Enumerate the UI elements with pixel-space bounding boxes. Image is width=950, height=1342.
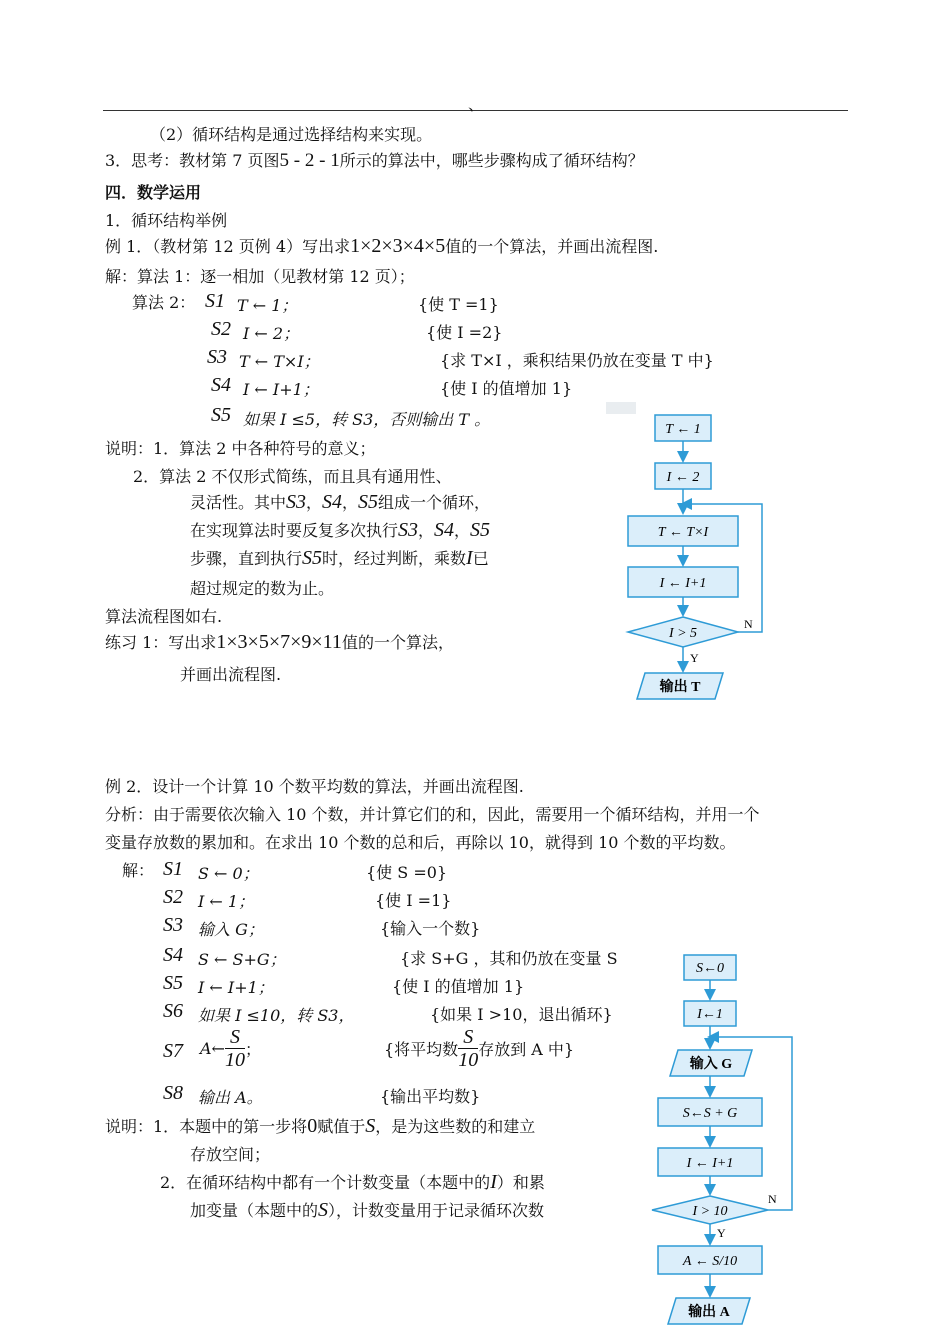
scan-mark: [606, 402, 636, 414]
text: 值的一个算法，: [341, 633, 454, 652]
text: 灵活性。其中: [190, 493, 287, 512]
text: 加变量（本题中的: [190, 1201, 319, 1220]
alg2-step-code: S ← 0；: [198, 864, 259, 883]
alg2-step-comment: {使 I 的值增加 1}: [392, 977, 525, 996]
flow2-box-1-text: S←0: [696, 961, 724, 976]
alg2-step-comment: {使 S =0}: [366, 863, 448, 882]
figure-ref: 5 - 2 - 1: [279, 150, 340, 171]
subsection-heading: 1．循环结构举例: [105, 211, 228, 230]
fraction: [225, 1026, 245, 1071]
alg2-label: 算法 2：: [132, 293, 196, 312]
math-expr: 1×3×5×7×9×11: [216, 631, 342, 653]
math-s3: S3: [286, 491, 307, 513]
flowchart-1: [600, 400, 800, 710]
text: ），计数变量用于记录循环次数: [328, 1201, 545, 1220]
fraction-numerator: S: [458, 1026, 478, 1049]
alg2-step-label: S6: [163, 1000, 183, 1022]
flow2-input-text: 输入 G: [689, 1057, 733, 1072]
math-expr: 1×2×3×4×5: [350, 235, 446, 257]
alg1-step-code: T ← T×I；: [239, 352, 320, 371]
practice-1-cont: 并画出流程图.: [180, 665, 282, 684]
text: 值的一个算法，并画出流程图.: [445, 237, 659, 256]
alg2-step-code: I ← I+1；: [198, 978, 274, 997]
math-s: S: [365, 1115, 376, 1137]
note-2b: 灵活性。其中S3，S4，S5组成一个循环，: [190, 491, 491, 513]
alg1-step-comment: {使 I =2}: [426, 323, 503, 342]
math-i: I: [466, 547, 473, 569]
flow1-box-4-text: I ← I+1: [659, 576, 707, 591]
solution-1: 解：算法 1：逐一相加（见教材第 12 页）；: [105, 267, 415, 286]
text: 时，经过判断，乘数: [322, 549, 467, 568]
para-think: [105, 148, 644, 172]
analysis-line-1: 分析：由于需要依次输入 10 个数，并计算它们的和，因此，需要用一个循环结构，并用一个: [105, 805, 760, 824]
alg2-step-comment: {使 I =1}: [375, 891, 452, 910]
note-2e: 超过规定的数为止。: [190, 579, 335, 598]
section-heading: 四．数学运用: [105, 183, 202, 202]
flow1-box-2-text: I ← 2: [666, 470, 700, 485]
alg1-step-code: I ← I+1；: [243, 380, 319, 399]
alg1-step-comment: {求 T×I ，乘积结果仍放在变量 T 中}: [440, 351, 714, 370]
alg2-step-label: S3: [163, 914, 183, 936]
note-2a: 2．算法 2 不仅形式简练，而且具有通用性、: [133, 467, 452, 486]
alg2-step-code: I ← 1；: [198, 892, 255, 911]
note2-2: [160, 1170, 545, 1194]
note2-1: [105, 1114, 535, 1138]
fraction-denominator: 10: [458, 1049, 479, 1071]
flow2-box-4-text: I ← I+1: [686, 1156, 734, 1171]
text: 已: [472, 549, 489, 568]
alg2-step-comment: {输出平均数}: [380, 1087, 481, 1106]
alg2-step-code: [200, 1026, 261, 1071]
note-2c: 在实现算法时要反复多次执行S3，S4，S5: [190, 519, 491, 541]
flow1-box-3-text: T ← T×I: [657, 525, 709, 540]
text: 组成一个循环，: [378, 493, 491, 512]
note2-1b: 存放空间；: [190, 1145, 271, 1164]
alg1-step-label: S1: [205, 290, 225, 312]
alg1-step-code: 如果 I ≤5，转 S3，否则输出 T 。: [243, 410, 491, 429]
alg1-step-label: S4: [211, 374, 231, 396]
alg1-step-label: S3: [207, 346, 227, 368]
solution-2-label: 解：: [122, 861, 155, 880]
text: 2．在循环结构中都有一个计数变量（本题中的: [160, 1173, 491, 1192]
math-zero: 0: [307, 1115, 318, 1137]
example-2: 例 2．设计一个计算 10 个数平均数的算法，并画出流程图.: [105, 777, 524, 796]
note2-2b: [190, 1198, 544, 1222]
alg1-step-comment: {使 T =1}: [418, 295, 499, 314]
flow1-yes-label: Y: [690, 651, 699, 665]
flow2-box-2-text: I←1: [697, 1007, 723, 1022]
flow2-no-label: N: [768, 1192, 777, 1206]
note-1: 说明：1．算法 2 中各种符号的意义；: [105, 439, 376, 458]
flowchart-caption: 算法流程图如右.: [105, 607, 223, 626]
flow2-decision-text: I > 10: [692, 1204, 728, 1219]
fraction-denominator: 10: [224, 1049, 245, 1071]
comment-prefix: {将平均数: [384, 1040, 459, 1059]
analysis-line-2: 变量存放数的累加和。在求出 10 个数的总和后，再除以 10，就得到 10 个数的平均数。: [105, 833, 736, 852]
text: 赋值于: [317, 1117, 366, 1136]
alg2-step-label: S7: [163, 1040, 183, 1062]
math-s5: S5: [358, 491, 379, 513]
text: 说明：1．本题中的第一步将: [105, 1117, 308, 1136]
alg2-step-label: S8: [163, 1082, 183, 1104]
math-s: S: [318, 1199, 329, 1221]
practice-1: [105, 630, 454, 654]
header-mark: 、: [468, 95, 485, 114]
alg2-step-comment: [384, 1026, 574, 1071]
alg2-step-code: S ← S+G；: [198, 950, 286, 969]
math-s3: S3: [398, 519, 419, 541]
math-s4: S4: [434, 519, 455, 541]
text: ，是为这些数的和建立: [375, 1117, 536, 1136]
alg1-step-label: S2: [211, 318, 231, 340]
alg2-step-comment: {如果 I >10，退出循环}: [430, 1005, 613, 1024]
alg2-step-code: 输入 G；: [198, 920, 264, 939]
flow1-no-label: N: [744, 617, 753, 631]
text: 练习 1：写出求: [105, 633, 217, 652]
note-2d: [190, 546, 489, 570]
alg1-step-label: S5: [211, 404, 231, 426]
text: 所示的算法中，哪些步骤构成了循环结构？: [339, 151, 644, 170]
flow2-yes-label: Y: [717, 1226, 726, 1240]
alg1-step-code: I ← 2；: [243, 324, 300, 343]
alg1-step-code: T ← 1；: [237, 296, 298, 315]
flow2-box-3-text: S←S + G: [682, 1106, 738, 1121]
alg2-step-label: S2: [163, 886, 183, 908]
example-1: [105, 234, 658, 258]
flow2-assign-text: A ← S/10: [682, 1254, 738, 1269]
flow1-output-text: 输出 T: [659, 680, 701, 695]
text: ）和累: [496, 1173, 545, 1192]
alg1-step-comment: {使 I 的值增加 1}: [440, 379, 573, 398]
math-i: I: [490, 1171, 497, 1193]
alg2-step-label: S5: [163, 972, 183, 994]
text: 例 1．（教材第 12 页例 4）写出求: [105, 237, 351, 256]
fraction: [458, 1026, 478, 1071]
text: 在实现算法时要反复多次执行: [190, 521, 399, 540]
alg2-step-label: S4: [163, 944, 183, 966]
alg2-step-code: 输出 A。: [198, 1088, 263, 1107]
fraction-numerator: S: [225, 1026, 245, 1049]
flow1-box-1-text: T ← 1: [665, 422, 701, 437]
alg2-step-label: S1: [163, 858, 183, 880]
text: 步骤，直到执行: [190, 549, 303, 568]
flowchart-2: [640, 945, 840, 1335]
text: 3．思考：教材第 7 页图: [105, 151, 280, 170]
flow1-decision-text: I > 5: [668, 626, 698, 641]
comment-suffix: 存放到 A 中}: [478, 1040, 575, 1059]
math-s5: S5: [470, 519, 491, 541]
code-prefix: A←: [200, 1039, 225, 1058]
alg2-step-code: 如果 I ≤10，转 S3，: [198, 1006, 355, 1025]
alg2-step-comment: {求 S+G ，其和仍放在变量 S: [400, 949, 618, 968]
para-loop-structure: （2）循环结构是通过选择结构来实现。: [150, 125, 433, 144]
flow2-output-text: 输出 A: [688, 1305, 730, 1320]
alg2-step-comment: {输入一个数}: [380, 919, 481, 938]
math-s5: S5: [302, 547, 323, 569]
math-s4: S4: [322, 491, 343, 513]
code-suffix: ；: [244, 1040, 261, 1059]
